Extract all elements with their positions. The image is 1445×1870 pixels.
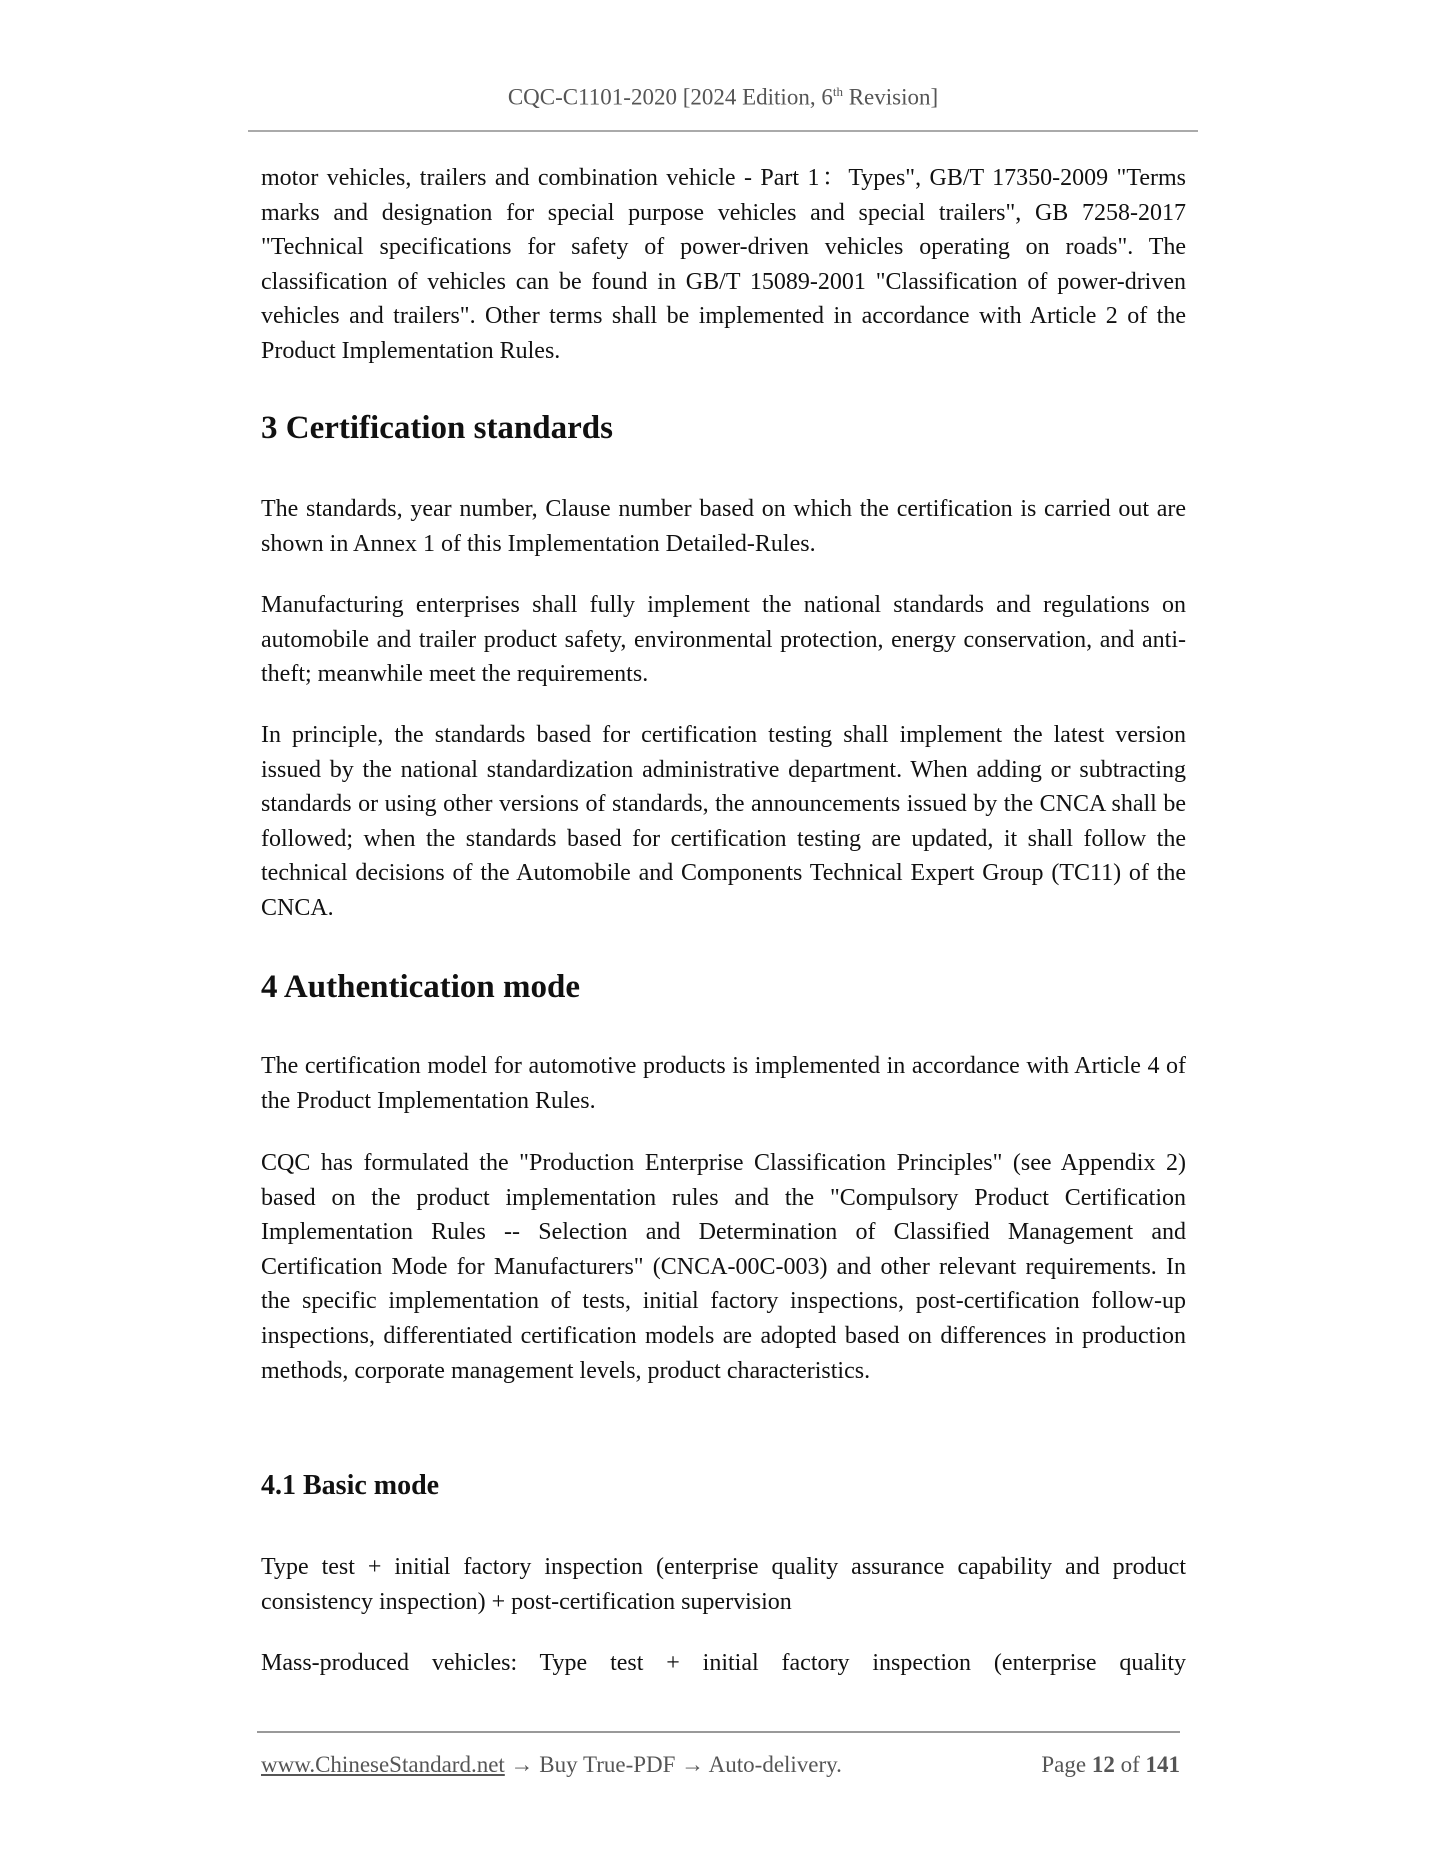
paragraph: The standards, year number, Clause number based on which the certification is carried out are shown in Annex 1 of this Implementation Detailed-Rules.	[261, 496, 1186, 557]
header-superscript: th	[832, 84, 843, 99]
paragraph: Manufacturing enterprises shall fully implement the national standards and regulations on automobile and trailer product safety, environmental protection, energy conservation, and anti-theft; meanwhile meet the requirements.	[261, 592, 1186, 688]
paragraph: In principle, the standards based for certification testing shall implement the latest version issued by the national standardization administrative department. When adding or subtracting standards or using other versions of standards, the announcements issued by the CNCA shall be followed; when the standards based for certification testing are updated, it shall follow the technical decisions of the Automobile and Components Technical Expert Group (TC11) of the CNCA.	[261, 722, 1186, 921]
total-pages: 141	[1145, 1752, 1180, 1777]
website-link[interactable]: www.ChineseStandard.net	[261, 1752, 505, 1777]
current-page: 12	[1091, 1752, 1115, 1777]
paragraph-terms: motor vehicles, trailers and combination vehicle - Part 1：Types", GB/T 17350-2009 "Terms marks and designation for special purpose vehicles and special trailers", GB 7258-2017 "Technical specifications for safety of power-driven vehicles operating on roads". The classification of vehicles can be found in GB/T 15089-2001 "Classification of power-driven vehicles and trailers". Other terms shall be implemented in accordance with Article 2 of the Product Implementation Rules.	[261, 165, 1186, 364]
heading-authentication-mode: 4 Authentication mode	[261, 969, 581, 1005]
footer-tagline: → Buy True-PDF → Auto-delivery.	[504, 1752, 842, 1777]
footer-divider	[257, 1731, 1180, 1733]
running-header	[248, 84, 1198, 111]
heading-basic-mode: 4.1 Basic mode	[261, 1470, 440, 1501]
page-label: Page	[1041, 1752, 1092, 1777]
paragraph: Mass-produced vehicles: Type test + initial factory inspection (enterprise quality	[261, 1650, 1186, 1676]
header-title: CQC-C1101-2020 [2024 Edition, 6	[507, 84, 833, 110]
paragraph: Type test + initial factory inspection (enterprise quality assurance capability and product consistency inspection) + post-certification supervision	[261, 1554, 1186, 1615]
paragraph: CQC has formulated the "Production Enterprise Classification Principles" (see Appendix 2) based on the product implementation rules and the "Compulsory Product Certification Implementation Rules -- Selection and Determination of Classified Management and Certification Mode for Manufacturers" (CNCA-00C-003) and other relevant requirements. In the specific implementation of tests, initial factory inspections, post-certification follow-up inspections, differentiated certification models are adopted based on differences in production methods, corporate management levels, product characteristics.	[261, 1150, 1186, 1384]
header-title-end: Revision]	[842, 84, 939, 110]
paragraph: The certification model for automotive products is implemented in accordance with Article 4 of the Product Implementation Rules.	[261, 1053, 1186, 1114]
of-label: of	[1114, 1752, 1146, 1777]
footer	[261, 1752, 1180, 1778]
header-divider	[248, 130, 1198, 132]
footer-left	[261, 1752, 842, 1778]
heading-certification-standards: 3 Certification standards	[261, 410, 613, 446]
page-number	[1041, 1752, 1180, 1778]
